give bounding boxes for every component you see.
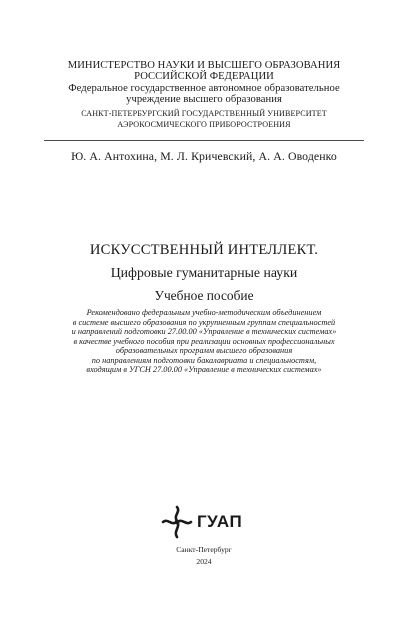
recommendation-line: в системе высшего образования по укрупненным группам специальностей: [72, 317, 336, 327]
ministry-line: учреждение высшего образования: [126, 94, 282, 106]
logo-text: ГУАП: [197, 512, 243, 531]
recommendation-line: в качестве учебного пособия при реализации основных профессиональных: [73, 336, 335, 346]
recommendation-line: Рекомендовано федеральным учебно-методическим объединением: [86, 308, 322, 317]
book-subtitle: Цифровые гуманитарные науки: [110, 265, 298, 280]
ministry-block: [0, 60, 408, 106]
book-type: Учебное пособие: [154, 288, 254, 303]
ministry-line: МИНИСТЕРСТВО НАУКИ И ВЫСШЕГО ОБРАЗОВАНИЯ: [67, 60, 341, 71]
header-divider: [44, 140, 364, 141]
authors: Ю. А. Антохина, М. Л. Кричевский, А. А. Оводенко: [71, 149, 337, 163]
recommendation-line: по направлениям подготовки бакалавриата и специальностям,: [91, 355, 317, 365]
university-line: АЭРОКОСМИЧЕСКОГО ПРИБОРОСТРОЕНИЯ: [117, 120, 291, 130]
university-line: САНКТ-ПЕТЕРБУРГСКИЙ ГОСУДАРСТВЕННЫЙ УНИВЕРСИТЕТ: [81, 109, 327, 118]
imprint-city: Санкт-Петербург: [176, 545, 232, 554]
recommendation-block: [0, 308, 408, 375]
guap-logo: [160, 505, 252, 539]
ministry-line: Федеральное государственное автономное образовательное: [68, 82, 340, 94]
recommendation-line: образовательных программ высшего образования: [115, 346, 293, 356]
ministry-line: РОССИЙСКОЙ ФЕДЕРАЦИИ: [134, 71, 274, 83]
book-title: ИСКУССТВЕННЫЙ ИНТЕЛЛЕКТ.: [89, 242, 319, 258]
imprint-year: 2024: [196, 557, 212, 566]
university-block: [0, 108, 408, 130]
recommendation-line: входящим в УГСН 27.00.00 «Управление в технических системах»: [86, 365, 322, 375]
recommendation-line: и направлений подготовки 27.00.00 «Управление в технических системах»: [71, 327, 337, 337]
